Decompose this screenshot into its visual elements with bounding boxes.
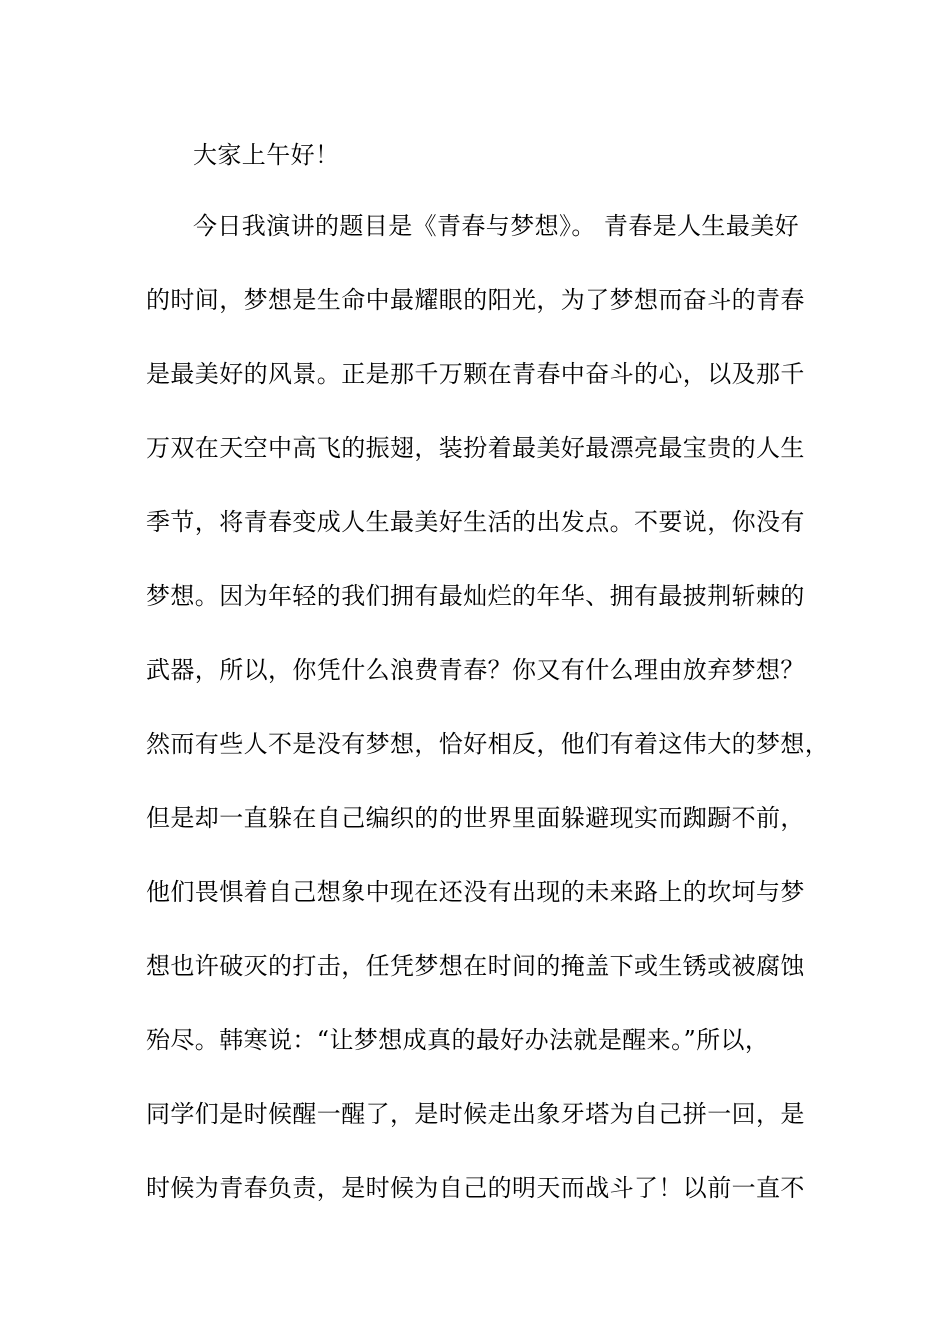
paragraph-line-13: 同学们是时候醒一醒了，是时候走出象牙塔为自己拼一回，是 xyxy=(146,1100,805,1128)
paragraph-line-4: 万双在天空中高飞的振翅，装扮着最美好最漂亮最宝贵的人生 xyxy=(146,434,805,462)
paragraph-line-1: 今日我演讲的题目是《青春与梦想》。 青春是人生最美好 xyxy=(193,212,800,240)
paragraph-line-11: 想也许破灭的打击，任凭梦想在时间的掩盖下或生锈或被腐蚀 xyxy=(146,952,805,980)
paragraph-line-14: 时候为青春负责，是时候为自己的明天而战斗了！以前一直不 xyxy=(146,1174,805,1202)
paragraph-line-10: 他们畏惧着自己想象中现在还没有出现的未来路上的坎坷与梦 xyxy=(146,878,805,906)
paragraph-line-2: 的时间，梦想是生命中最耀眼的阳光，为了梦想而奋斗的青春 xyxy=(146,286,805,314)
paragraph-line-3: 是最美好的风景。正是那千万颗在青春中奋斗的心，以及那千 xyxy=(146,360,805,388)
paragraph-line-12: 殆尽。韩寒说：“让梦想成真的最好办法就是醒来。”所以， xyxy=(146,1026,770,1054)
paragraph-line-5: 季节，将青春变成人生最美好生活的出发点。不要说，你没有 xyxy=(146,508,805,536)
paragraph-line-6: 梦想。因为年轻的我们拥有最灿烂的年华、拥有最披荆斩棘的 xyxy=(146,582,805,610)
paragraph-line-8: 然而有些人不是没有梦想，恰好相反，他们有着这伟大的梦想， xyxy=(146,730,830,758)
greeting-line: 大家上午好！ xyxy=(193,141,340,169)
paragraph-line-9: 但是却一直躲在自己编织的的世界里面躲避现实而踟蹰不前， xyxy=(146,804,805,832)
paragraph-line-7: 武器，所以，你凭什么浪费青春？你又有什么理由放弃梦想？ xyxy=(146,656,805,684)
